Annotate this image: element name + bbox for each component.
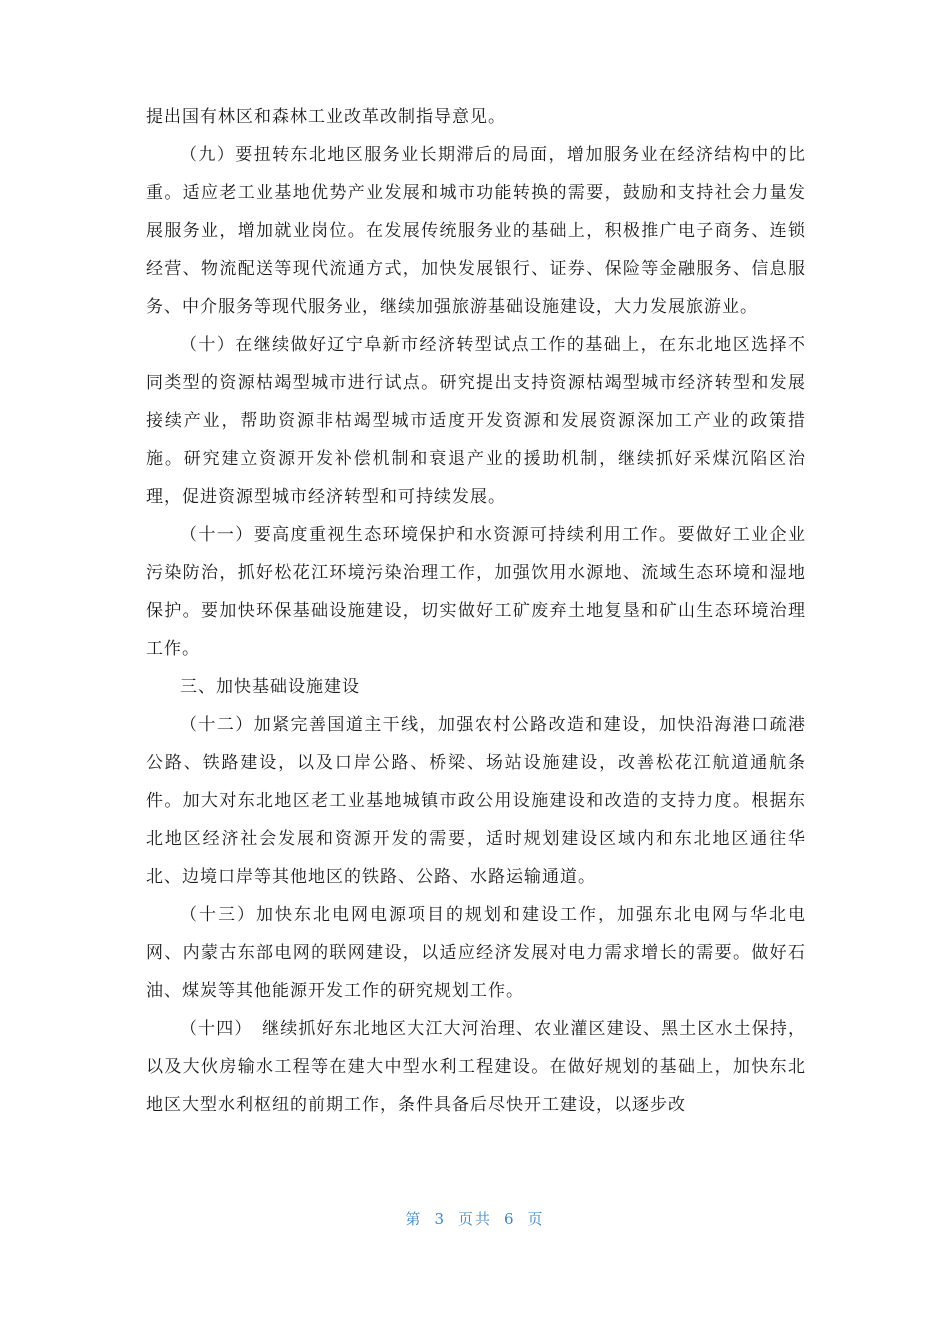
- footer-suffix: 页: [527, 1210, 545, 1228]
- paragraph: （十三）加快东北电网电源项目的规划和建设工作，加强东北电网与华北电网、内蒙古东部电网的联网建设，以适应经济发展对电力需求增长的需要。做好石油、煤炭等其他能源开发工作的研究规划工作。: [146, 905, 806, 1001]
- footer-total-pages: 6: [504, 1210, 516, 1228]
- paragraph: （九）要扭转东北地区服务业长期滞后的局面，增加服务业在经济结构中的比重。适应老工业基地优势产业发展和城市功能转换的需要，鼓励和支持社会力量发展服务业，增加就业岗位。在发展传统服务业的基础上，积极推广电子商务、连锁经营、物流配送等现代流通方式，加快发展银行、证券、保险等金融服务、信息服务、中介服务等现代服务业，继续加强旅游基础设施建设，大力发展旅游业。: [146, 145, 806, 317]
- footer-middle: 页共: [457, 1210, 492, 1228]
- paragraph: 提出国有林区和森林工业改革改制指导意见。: [146, 107, 506, 127]
- paragraph: （十一）要高度重视生态环境保护和水资源可持续利用工作。要做好工业企业污染防治，抓好松花江环境污染治理工作，加强饮用水源地、流域生态环境和湿地保护。要加快环保基础设施建设，切实做好工矿废弃土地复垦和矿山生态环境治理工作。: [146, 525, 806, 659]
- section-heading: 三、加快基础设施建设: [180, 677, 360, 697]
- page-footer: [0, 1208, 950, 1229]
- footer-current-page: 3: [434, 1210, 446, 1228]
- document-body: [146, 98, 806, 1124]
- paragraph: （十）在继续做好辽宁阜新市经济转型试点工作的基础上，在东北地区选择不同类型的资源枯竭型城市进行试点。研究提出支持资源枯竭型城市经济转型和发展接续产业，帮助资源非枯竭型城市适度开发资源和发展资源深加工产业的政策措施。研究建立资源开发补偿机制和衰退产业的援助机制，继续抓好采煤沉陷区治理，促进资源型城市经济转型和可持续发展。: [146, 335, 806, 507]
- paragraph: （十二）加紧完善国道主干线，加强农村公路改造和建设，加快沿海港口疏港公路、铁路建设，以及口岸公路、桥梁、场站设施建设，改善松花江航道通航条件。加大对东北地区老工业基地城镇市政公用设施建设和改造的支持力度。根据东北地区经济社会发展和资源开发的需要，适时规划建设区域内和东北地区通往华北、边境口岸等其他地区的铁路、公路、水路运输通道。: [146, 715, 806, 887]
- paragraph: （十四） 继续抓好东北地区大江大河治理、农业灌区建设、黑土区水土保持，以及大伙房输水工程等在建大中型水利工程建设。在做好规划的基础上，加快东北地区大型水利枢纽的前期工作，条件具备后尽快开工建设，以逐步改: [146, 1019, 806, 1115]
- footer-prefix: 第: [405, 1210, 423, 1228]
